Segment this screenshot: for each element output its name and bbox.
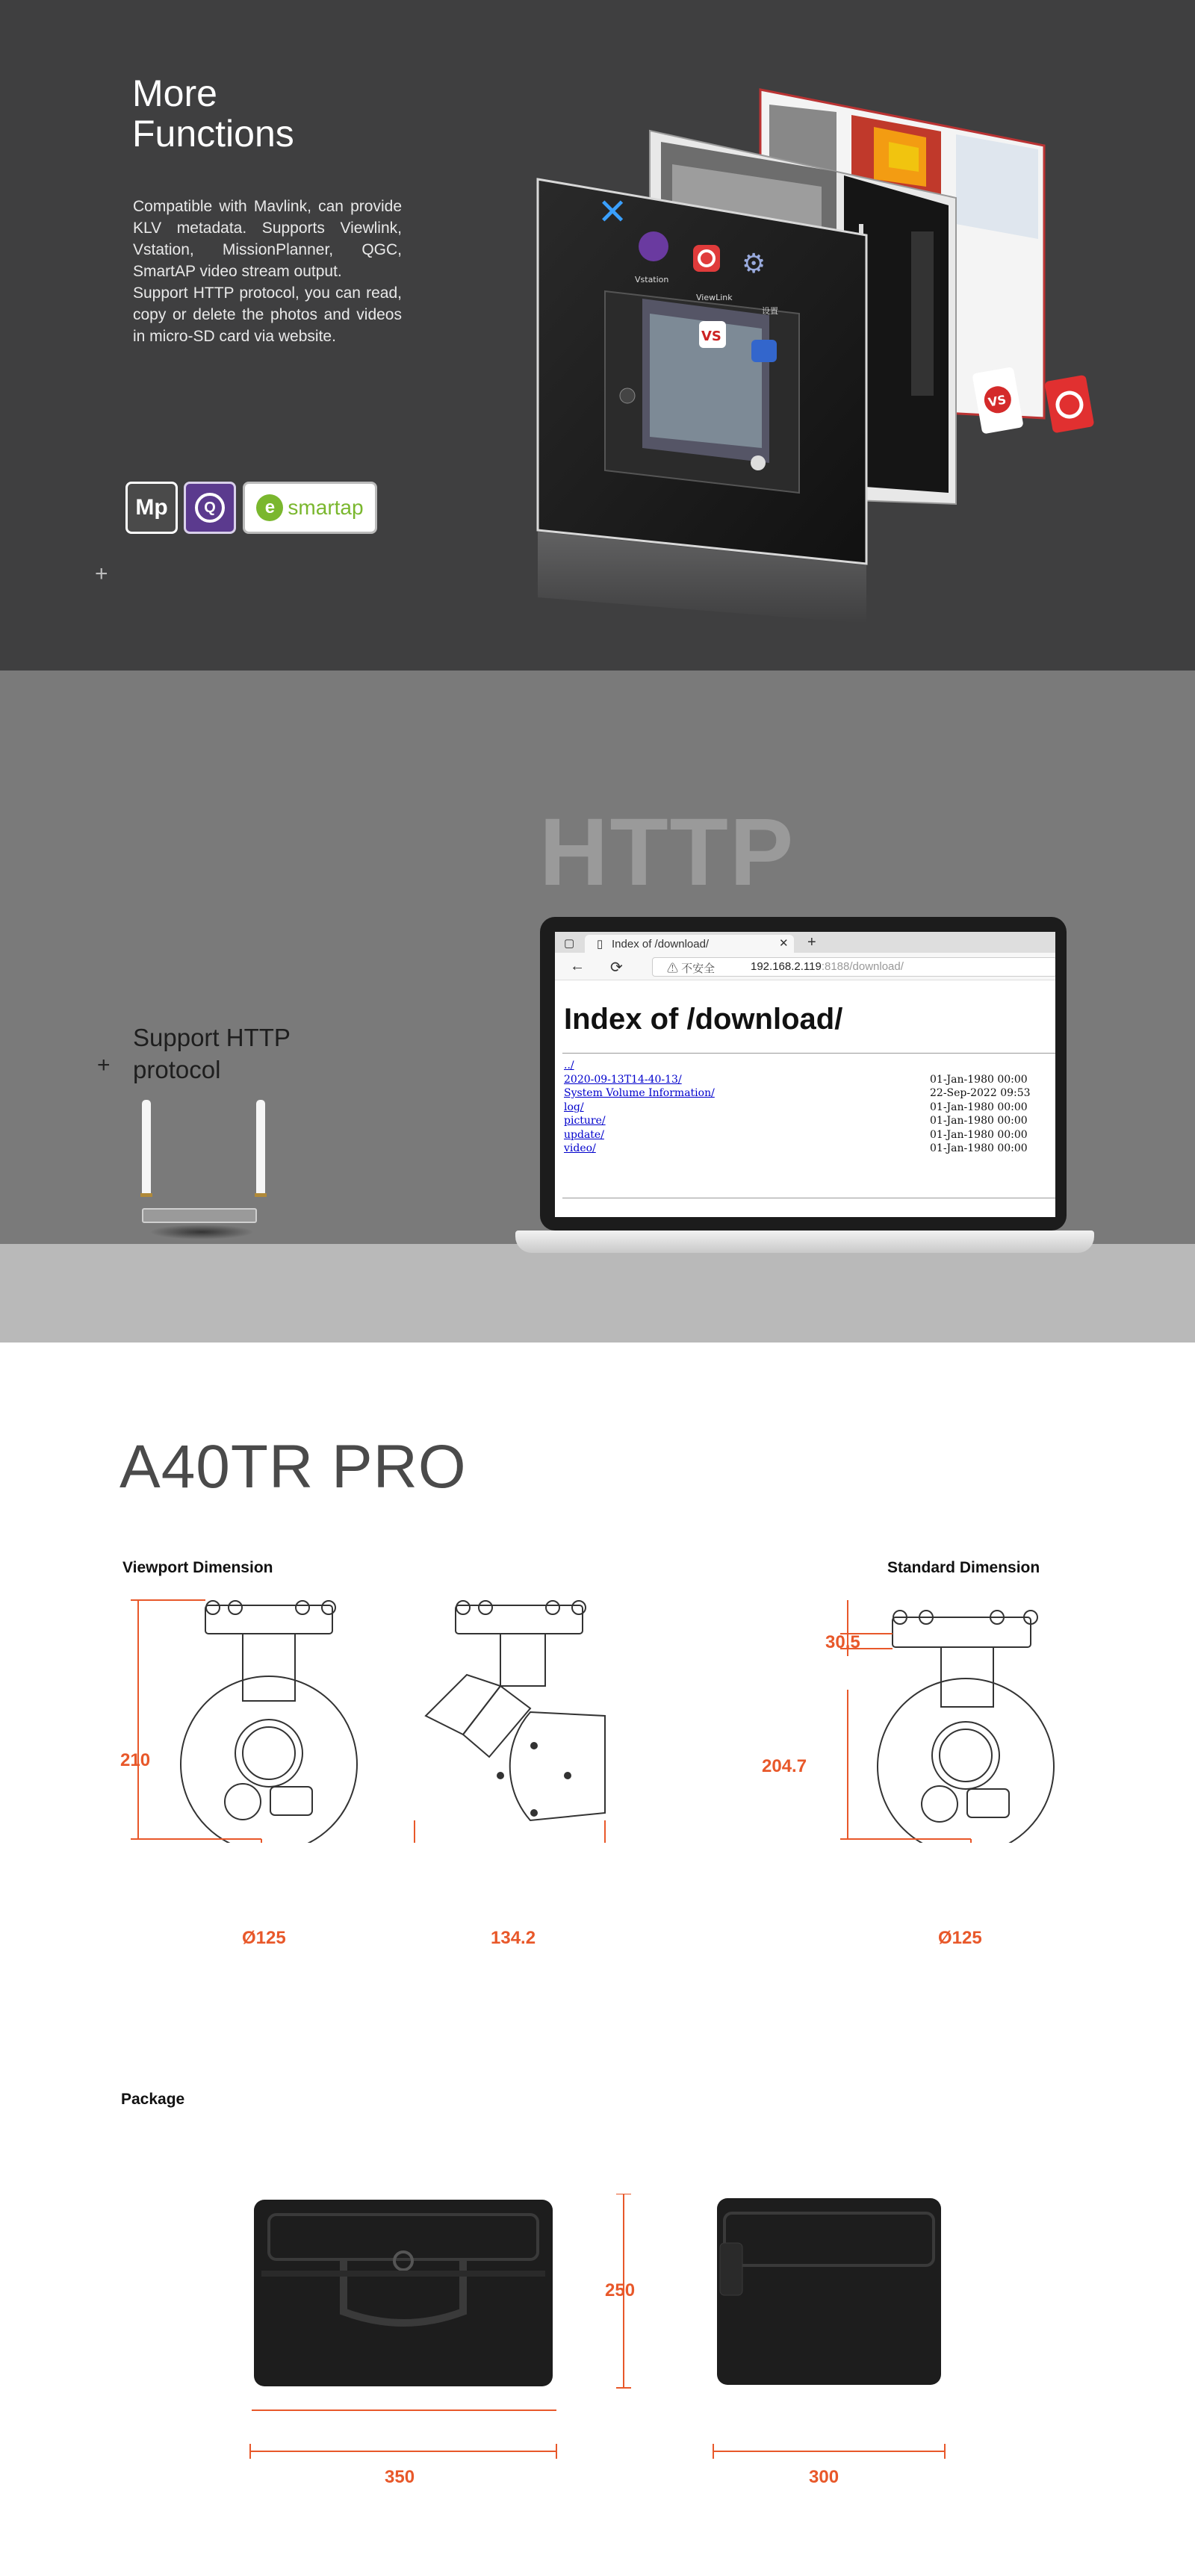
gimbal-dimension-drawings [112,1596,1083,1843]
floor-band [0,1244,1195,1343]
file-list [564,1059,1042,1156]
description-paragraph-1: Compatible with Mavlink, can provide KLV metadata. Supports Viewlink, Vstation, MissionPlanner, QGC, SmartAP video stream output. [133,198,402,280]
file-link[interactable]: ../ [564,1060,574,1071]
viewport-height-value: 210 [120,1750,151,1770]
page-icon: ▯ [597,938,603,951]
app-label-settings: 设置 [762,306,778,316]
svg-text:VS: VS [987,392,1008,410]
package-width-lines [246,2436,956,2466]
list-item: 2020-09-13T14-40-13/ 01-Jan-1980 00:00 [564,1073,1028,1086]
support-line-1: Support HTTP [133,1024,291,1051]
warning-icon: ⚠ [667,962,682,975]
list-item: video/ 01-Jan-1980 00:00 [564,1142,1028,1154]
file-link[interactable]: update/ [564,1128,604,1141]
list-item [564,1059,1042,1073]
svg-text:⚙: ⚙ [742,249,766,279]
package-height-value: 250 [605,2280,636,2300]
security-warning[interactable]: ⚠ 不安全 [667,962,716,975]
section-description [133,196,402,347]
tab-list-icon[interactable]: ▢ [564,937,575,950]
package-depth-value: 300 [809,2467,839,2487]
router-device-illustration [127,1100,276,1197]
list-item: System Volume Information/ 22-Sep-2022 09:53 [564,1087,1031,1099]
http-section [0,671,1195,1343]
plus-icon: + [97,1053,111,1077]
back-arrow-icon[interactable]: ← [570,958,585,974]
viewlink-badge-icon [1044,375,1094,434]
standard-diameter-value: Ø125 [938,1928,982,1948]
dimensions-section [0,1343,1195,2576]
title-line-2: Functions [132,113,294,155]
svg-text:VS: VS [701,329,721,344]
tab-title: Index of /download/ [612,938,710,951]
list-item: picture/ 01-Jan-1980 00:00 [564,1115,1028,1127]
address-bar-row [555,953,1055,980]
standard-dimension-label: Standard Dimension [887,1559,1040,1576]
title-line-1: More [132,72,217,114]
file-link[interactable]: log/ [564,1101,584,1113]
smartap-logo: e smartap [243,482,377,534]
viewport-diameter-value: Ø125 [242,1928,286,1948]
plus-icon: + [95,561,108,586]
file-link[interactable]: System Volume Information/ [564,1087,715,1099]
package-width-value: 350 [385,2467,415,2487]
model-title: A40TR PRO [120,1433,467,1501]
qgc-logo: Q [184,482,236,534]
viewport-dimension-label: Viewport Dimension [122,1559,273,1576]
standard-height-value: 204.7 [762,1756,807,1776]
viewport-depth-value: 134.2 [491,1928,536,1948]
close-tab-icon[interactable]: ✕ [779,937,789,950]
support-line-2: protocol [133,1056,221,1083]
router-shadow [149,1225,254,1239]
file-link[interactable]: video/ [564,1142,596,1154]
browser-tab-bar [555,932,1055,953]
file-link[interactable]: 2020-09-13T14-40-13/ [564,1073,682,1086]
mission-planner-logo: Mp [125,482,178,534]
page-heading: Index of /download/ [564,1003,843,1036]
divider [562,1053,1055,1054]
support-http-heading [133,1021,291,1086]
section-title [132,73,294,154]
app-label-vstation: Vstation [635,275,669,284]
description-paragraph-2: Support HTTP protocol, you can read, copy or delete the photos and videos in micro-SD card via website. [133,284,402,345]
url-text: 192.168.2.119:8188/download/ [751,960,904,973]
new-tab-icon[interactable]: + [807,934,816,951]
file-link[interactable]: picture/ [564,1115,606,1127]
more-functions-section [0,0,1195,671]
ground-station-screens-illustration [523,75,1105,627]
http-watermark: HTTP [539,799,795,906]
laptop-base [515,1231,1094,1253]
list-item: log/ 01-Jan-1980 00:00 [564,1101,1028,1113]
package-label: Package [121,2091,185,2108]
router-body [142,1208,257,1223]
laptop [540,917,1067,1231]
package-dimension-lines [224,2194,971,2418]
standard-top-value: 30.5 [825,1632,860,1652]
svg-text:✕: ✕ [598,191,628,233]
browser-window [555,932,1055,1217]
reload-icon[interactable]: ⟳ [610,959,623,976]
list-item: update/ 01-Jan-1980 00:00 [564,1128,1028,1141]
app-label-viewlink: ViewLink [696,293,733,302]
